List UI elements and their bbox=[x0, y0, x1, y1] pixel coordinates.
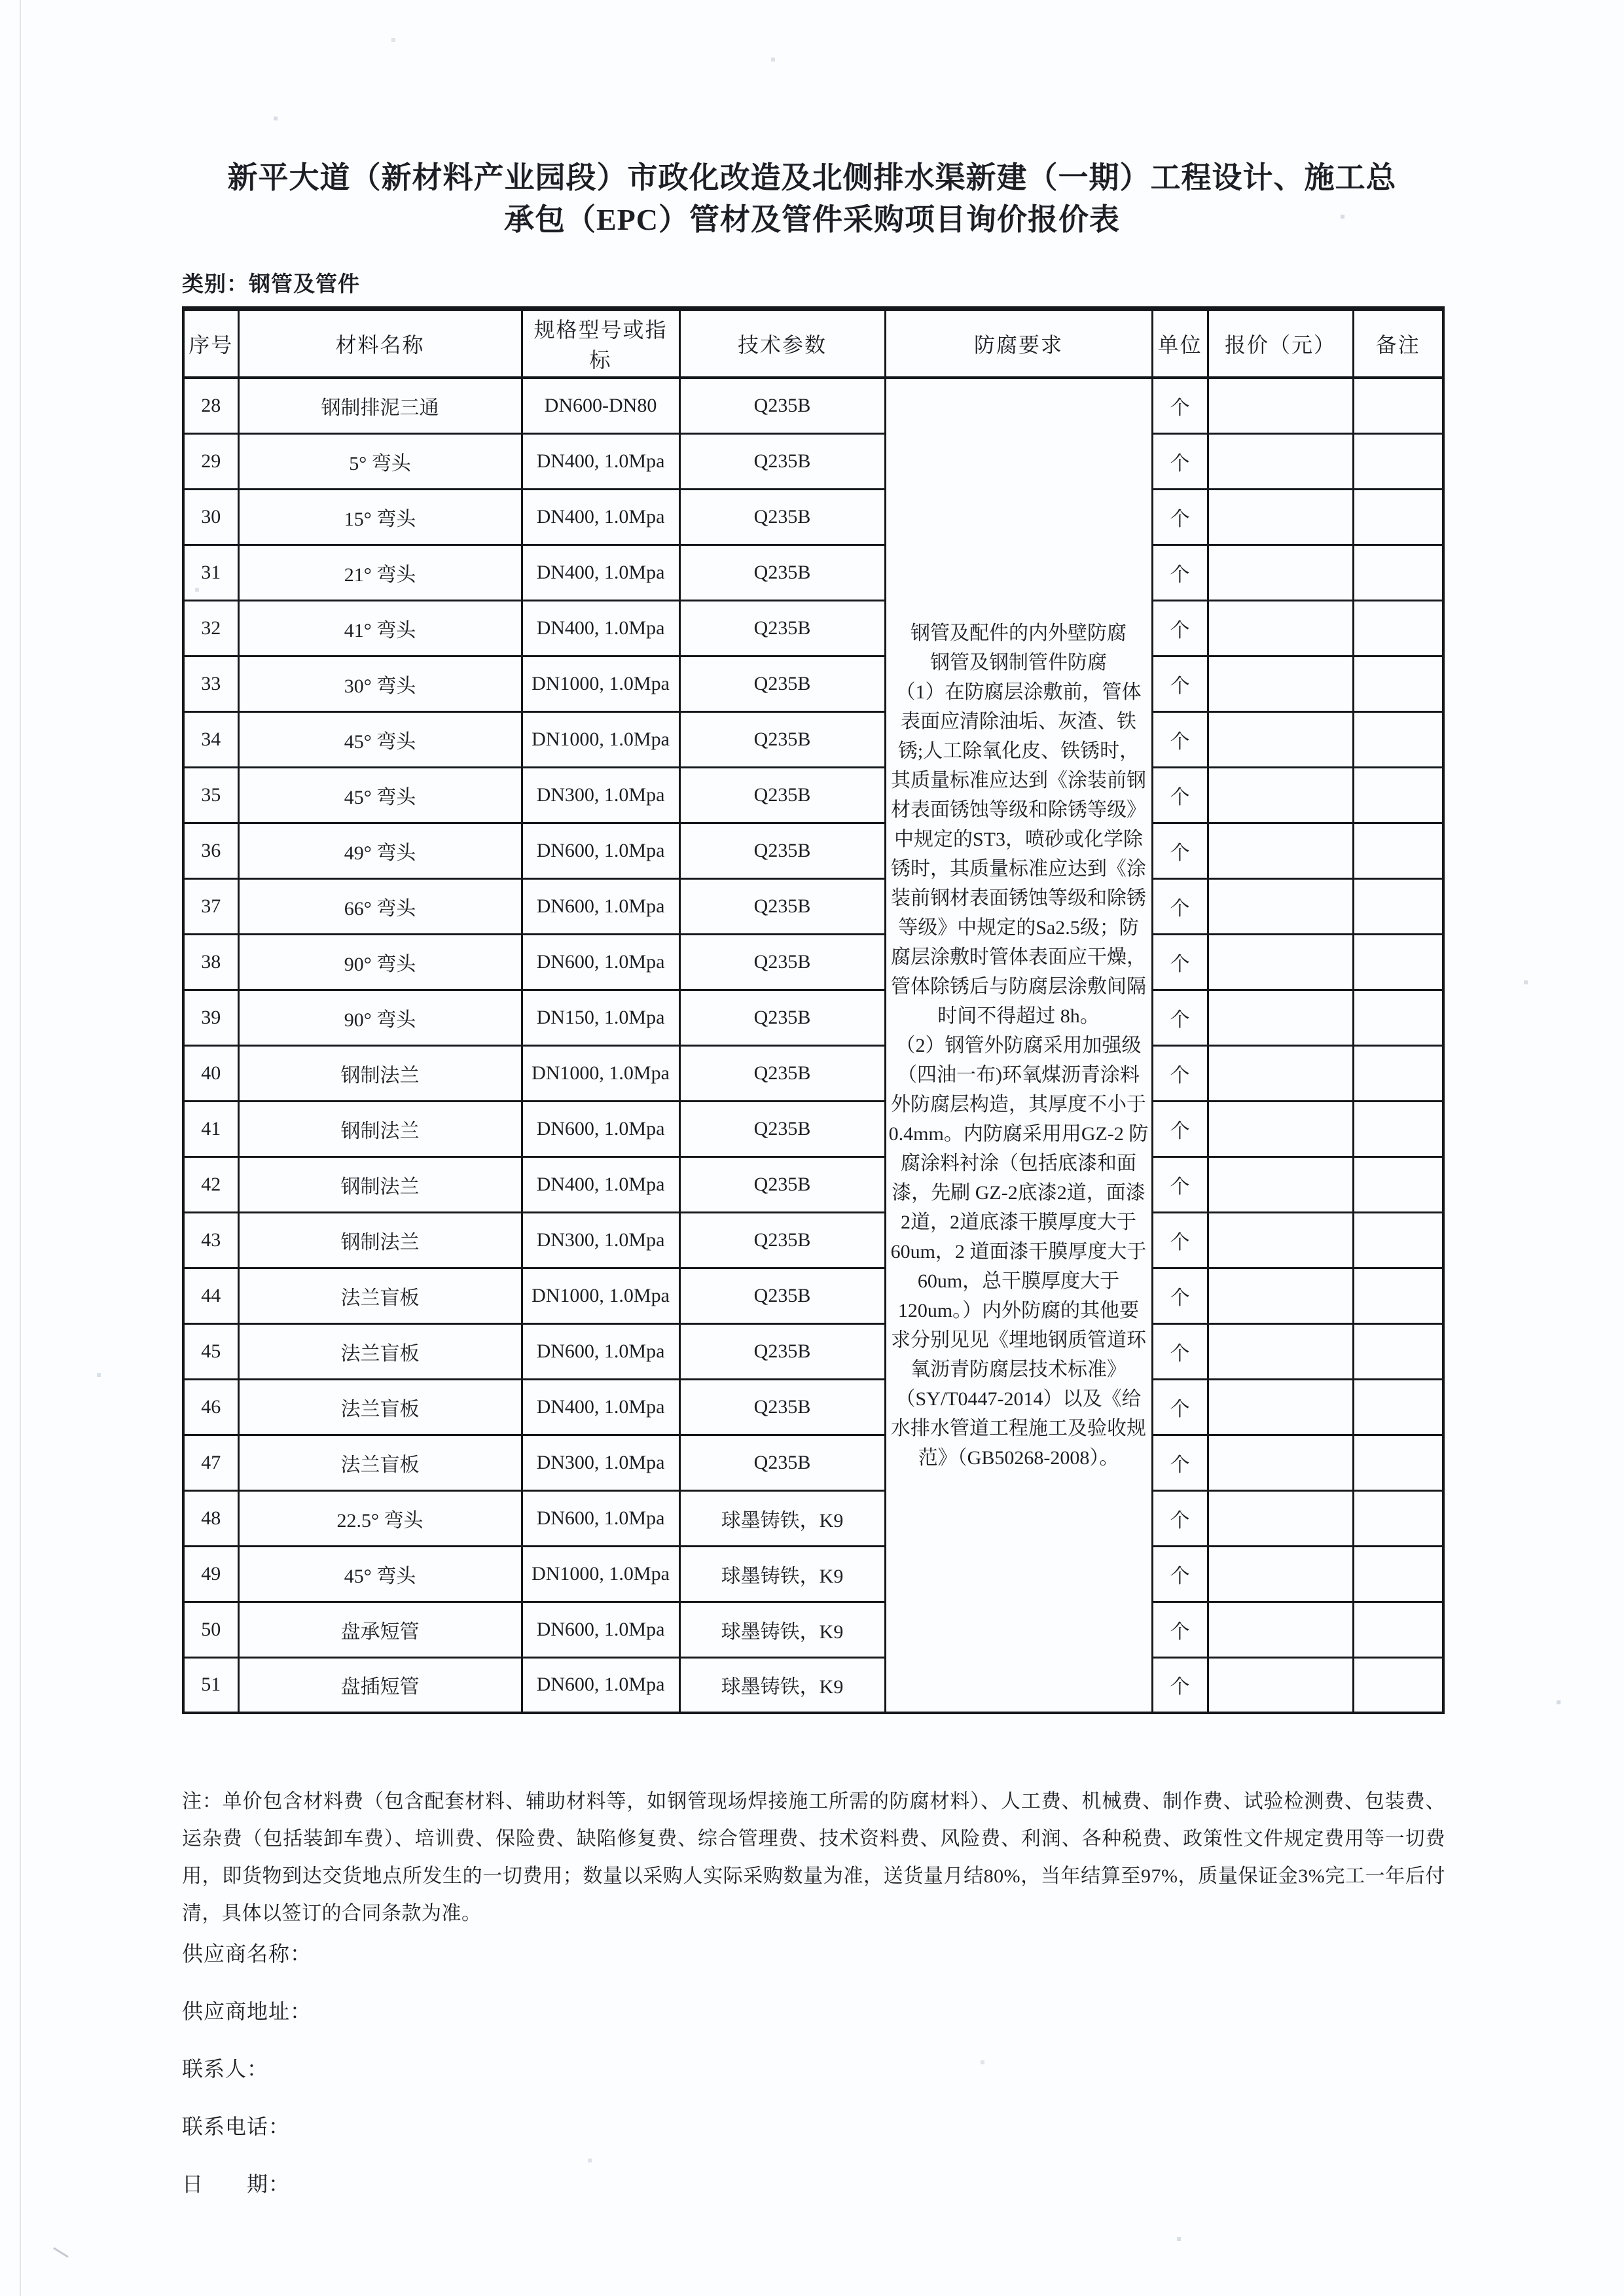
row-tech-param: Q235B bbox=[679, 1157, 885, 1212]
row-price bbox=[1208, 1602, 1353, 1657]
row-material-name: 盘插短管 bbox=[238, 1657, 522, 1713]
row-tech-param: Q235B bbox=[679, 600, 885, 656]
scan-corner-mark bbox=[53, 2247, 69, 2257]
row-seq: 36 bbox=[183, 823, 238, 878]
row-unit: 个 bbox=[1152, 600, 1208, 656]
row-spec: DN1000, 1.0Mpa bbox=[522, 711, 679, 767]
row-price bbox=[1208, 600, 1353, 656]
row-remark bbox=[1353, 934, 1443, 990]
row-remark bbox=[1353, 378, 1443, 433]
row-tech-param: Q235B bbox=[679, 1435, 885, 1490]
row-seq: 41 bbox=[183, 1101, 238, 1157]
row-material-name: 15° 弯头 bbox=[238, 489, 522, 545]
row-tech-param: Q235B bbox=[679, 1212, 885, 1268]
row-unit: 个 bbox=[1152, 1435, 1208, 1490]
row-price bbox=[1208, 1490, 1353, 1546]
row-spec: DN400, 1.0Mpa bbox=[522, 1379, 679, 1435]
row-remark bbox=[1353, 1490, 1443, 1546]
header-price: 报价（元） bbox=[1208, 309, 1353, 378]
row-price bbox=[1208, 823, 1353, 878]
row-remark bbox=[1353, 823, 1443, 878]
row-price bbox=[1208, 545, 1353, 600]
row-remark bbox=[1353, 1379, 1443, 1435]
row-remark bbox=[1353, 1045, 1443, 1101]
row-spec: DN600, 1.0Mpa bbox=[522, 878, 679, 934]
table-row bbox=[183, 600, 1443, 656]
row-remark bbox=[1353, 1323, 1443, 1379]
anticorrosion-paragraph: （1）在防腐层涂敷前，管体表面应清除油垢、灰渣、铁锈;人工除氧化皮、铁锈时，其质量标准应达到《涂装前钢材表面锈蚀等级和除锈等级》中规定的ST3，喷砂或化学除锈时，其质量标准应达到《涂装前钢材表面锈蚀等级和除锈等级》中规定的Sa2.5级；防腐层涂敷时管体表面应干燥，管体除锈后与防腐层涂敷间隔时间不得超过 8h。 bbox=[891, 681, 1146, 1027]
row-material-name: 法兰盲板 bbox=[238, 1268, 522, 1323]
row-price bbox=[1208, 1657, 1353, 1713]
table-row bbox=[183, 1045, 1443, 1101]
table-row bbox=[183, 489, 1443, 545]
header-tech-params: 技术参数 bbox=[679, 309, 885, 378]
row-tech-param: Q235B bbox=[679, 489, 885, 545]
row-seq: 32 bbox=[183, 600, 238, 656]
table-row bbox=[183, 767, 1443, 823]
header-remark: 备注 bbox=[1353, 309, 1443, 378]
row-tech-param: Q235B bbox=[679, 1101, 885, 1157]
anticorrosion-heading: 钢管及配件的内外壁防腐 bbox=[911, 622, 1127, 644]
row-price bbox=[1208, 1157, 1353, 1212]
row-seq: 46 bbox=[183, 1379, 238, 1435]
row-tech-param: Q235B bbox=[679, 878, 885, 934]
row-unit: 个 bbox=[1152, 1490, 1208, 1546]
row-remark bbox=[1353, 1212, 1443, 1268]
table-row bbox=[183, 990, 1443, 1045]
row-material-name: 30° 弯头 bbox=[238, 656, 522, 711]
row-unit: 个 bbox=[1152, 1268, 1208, 1323]
row-unit: 个 bbox=[1152, 711, 1208, 767]
row-price bbox=[1208, 1323, 1353, 1379]
row-tech-param: Q235B bbox=[679, 711, 885, 767]
row-unit: 个 bbox=[1152, 878, 1208, 934]
row-unit: 个 bbox=[1152, 990, 1208, 1045]
row-price bbox=[1208, 1379, 1353, 1435]
page-title: 新平大道（新材料产业园段）市政化改造及北侧排水渠新建（一期）工程设计、施工总承包（EPC）管材及管件采购项目询价报价表 bbox=[227, 161, 1397, 236]
table-row bbox=[183, 1546, 1443, 1602]
row-seq: 31 bbox=[183, 545, 238, 600]
scan-noise bbox=[0, 0, 1, 1]
row-seq: 34 bbox=[183, 711, 238, 767]
row-spec: DN400, 1.0Mpa bbox=[522, 1157, 679, 1212]
table-row bbox=[183, 1212, 1443, 1268]
row-price bbox=[1208, 878, 1353, 934]
row-material-name: 22.5° 弯头 bbox=[238, 1490, 522, 1546]
row-unit: 个 bbox=[1152, 1379, 1208, 1435]
row-seq: 48 bbox=[183, 1490, 238, 1546]
supplier-address-label: 供应商地址： bbox=[182, 2000, 312, 2023]
row-unit: 个 bbox=[1152, 934, 1208, 990]
header-seq-number: 序号 bbox=[183, 309, 238, 378]
row-spec: DN600, 1.0Mpa bbox=[522, 1490, 679, 1546]
row-seq: 44 bbox=[183, 1268, 238, 1323]
row-spec: DN1000, 1.0Mpa bbox=[522, 1268, 679, 1323]
row-price bbox=[1208, 433, 1353, 489]
table-row bbox=[183, 1602, 1443, 1657]
row-price bbox=[1208, 990, 1353, 1045]
row-material-name: 41° 弯头 bbox=[238, 600, 522, 656]
row-tech-param: Q235B bbox=[679, 934, 885, 990]
row-material-name: 49° 弯头 bbox=[238, 823, 522, 878]
row-price bbox=[1208, 656, 1353, 711]
row-material-name: 盘承短管 bbox=[238, 1602, 522, 1657]
row-spec: DN600-DN80 bbox=[522, 378, 679, 433]
table-row bbox=[183, 1657, 1443, 1713]
row-tech-param: Q235B bbox=[679, 1045, 885, 1101]
row-material-name: 45° 弯头 bbox=[238, 1546, 522, 1602]
row-remark bbox=[1353, 767, 1443, 823]
row-unit: 个 bbox=[1152, 1602, 1208, 1657]
row-seq: 29 bbox=[183, 433, 238, 489]
table-row bbox=[183, 1490, 1443, 1546]
category-label: 类别：钢管及管件 bbox=[182, 273, 360, 296]
row-remark bbox=[1353, 656, 1443, 711]
row-remark bbox=[1353, 545, 1443, 600]
date-label: 日 期： bbox=[182, 2172, 291, 2196]
row-unit: 个 bbox=[1152, 823, 1208, 878]
row-price bbox=[1208, 767, 1353, 823]
row-tech-param: Q235B bbox=[679, 990, 885, 1045]
row-material-name: 21° 弯头 bbox=[238, 545, 522, 600]
row-price bbox=[1208, 1101, 1353, 1157]
row-seq: 33 bbox=[183, 656, 238, 711]
row-price bbox=[1208, 1045, 1353, 1101]
row-price bbox=[1208, 1268, 1353, 1323]
row-seq: 42 bbox=[183, 1157, 238, 1212]
anticorrosion-heading: 钢管及钢制管件防腐 bbox=[930, 651, 1107, 673]
row-material-name: 法兰盲板 bbox=[238, 1435, 522, 1490]
supplier-name-label: 供应商名称： bbox=[182, 1942, 312, 1965]
row-spec: DN400, 1.0Mpa bbox=[522, 545, 679, 600]
row-material-name: 钢制法兰 bbox=[238, 1101, 522, 1157]
contact-person-label: 联系人： bbox=[182, 2057, 269, 2081]
row-material-name: 90° 弯头 bbox=[238, 934, 522, 990]
row-seq: 51 bbox=[183, 1657, 238, 1713]
row-seq: 45 bbox=[183, 1323, 238, 1379]
row-price bbox=[1208, 1435, 1353, 1490]
row-remark bbox=[1353, 878, 1443, 934]
row-spec: DN1000, 1.0Mpa bbox=[522, 1546, 679, 1602]
row-price bbox=[1208, 934, 1353, 990]
row-tech-param: Q235B bbox=[679, 545, 885, 600]
table-header bbox=[183, 309, 1443, 378]
row-remark bbox=[1353, 1435, 1443, 1490]
row-remark bbox=[1353, 1546, 1443, 1602]
row-seq: 49 bbox=[183, 1546, 238, 1602]
row-unit: 个 bbox=[1152, 545, 1208, 600]
row-tech-param: Q235B bbox=[679, 1323, 885, 1379]
table-row bbox=[183, 433, 1443, 489]
row-material-name: 钢制法兰 bbox=[238, 1157, 522, 1212]
row-remark bbox=[1353, 990, 1443, 1045]
table-body bbox=[183, 378, 1443, 1713]
price-quote-table bbox=[182, 306, 1445, 1714]
row-seq: 37 bbox=[183, 878, 238, 934]
row-seq: 50 bbox=[183, 1602, 238, 1657]
header-spec-model: 规格型号或指标 bbox=[522, 309, 679, 378]
row-unit: 个 bbox=[1152, 489, 1208, 545]
table-row bbox=[183, 934, 1443, 990]
row-price bbox=[1208, 489, 1353, 545]
row-unit: 个 bbox=[1152, 1212, 1208, 1268]
row-unit: 个 bbox=[1152, 1657, 1208, 1713]
row-unit: 个 bbox=[1152, 1101, 1208, 1157]
row-unit: 个 bbox=[1152, 1157, 1208, 1212]
row-seq: 28 bbox=[183, 378, 238, 433]
row-remark bbox=[1353, 600, 1443, 656]
row-unit: 个 bbox=[1152, 433, 1208, 489]
row-material-name: 钢制法兰 bbox=[238, 1045, 522, 1101]
row-material-name: 钢制排泥三通 bbox=[238, 378, 522, 433]
row-seq: 40 bbox=[183, 1045, 238, 1101]
row-price bbox=[1208, 711, 1353, 767]
row-material-name: 45° 弯头 bbox=[238, 711, 522, 767]
row-unit: 个 bbox=[1152, 378, 1208, 433]
header-material-name: 材料名称 bbox=[238, 309, 522, 378]
table-row bbox=[183, 1323, 1443, 1379]
row-tech-param: 球墨铸铁，K9 bbox=[679, 1657, 885, 1713]
anticorrosion-requirements-cell bbox=[885, 378, 1152, 1713]
row-spec: DN600, 1.0Mpa bbox=[522, 823, 679, 878]
row-spec: DN600, 1.0Mpa bbox=[522, 1602, 679, 1657]
row-remark bbox=[1353, 1157, 1443, 1212]
row-spec: DN1000, 1.0Mpa bbox=[522, 1045, 679, 1101]
row-remark bbox=[1353, 1657, 1443, 1713]
row-remark bbox=[1353, 1101, 1443, 1157]
row-remark bbox=[1353, 1602, 1443, 1657]
row-seq: 38 bbox=[183, 934, 238, 990]
row-spec: DN600, 1.0Mpa bbox=[522, 1323, 679, 1379]
row-spec: DN1000, 1.0Mpa bbox=[522, 656, 679, 711]
row-spec: DN400, 1.0Mpa bbox=[522, 433, 679, 489]
contact-phone-label: 联系电话： bbox=[182, 2115, 291, 2138]
row-material-name: 法兰盲板 bbox=[238, 1323, 522, 1379]
row-material-name: 5° 弯头 bbox=[238, 433, 522, 489]
anticorrosion-paragraph: （2）钢管外防腐采用加强级（四油一布)环氧煤沥青涂料外防腐层构造，其厚度不小于0.4mm。内防腐采用用GZ-2 防腐涂料衬涂（包括底漆和面漆，先刷 GZ-2底漆2道，面漆2道，2道底漆干膜厚度大于 60um，2 道面漆干膜厚度大于 60um，总干膜厚度大于120um。）内外防腐的其他要求分别见见《埋地钢质管道环氧沥青防腐层技术标准》（SY/T0447-2014）以及《给水排水管道工程施工及验收规范》（GB50268-2008）。 bbox=[888, 1034, 1149, 1469]
table-row bbox=[183, 656, 1443, 711]
table-row bbox=[183, 1435, 1443, 1490]
row-material-name: 66° 弯头 bbox=[238, 878, 522, 934]
row-tech-param: Q235B bbox=[679, 767, 885, 823]
row-seq: 35 bbox=[183, 767, 238, 823]
row-material-name: 90° 弯头 bbox=[238, 990, 522, 1045]
row-unit: 个 bbox=[1152, 767, 1208, 823]
note-text: 注：单价包含材料费（包含配套材料、辅助材料等，如钢管现场焊接施工所需的防腐材料）、人工费、机械费、制作费、试验检测费、包装费、运杂费（包括装卸车费）、培训费、保险费、缺陷修复费、综合管理费、技术资料费、风险费、利润、各种税费、政策性文件规定费用等一切费用，即货物到达交货地点所发生的一切费用；数量以采购人实际采购数量为准，送货量月结80%，当年结算至97%，质量保证金3%完工一年后付清，具体以签订的合同条款为准。 bbox=[182, 1791, 1445, 1924]
row-spec: DN600, 1.0Mpa bbox=[522, 1101, 679, 1157]
row-material-name: 45° 弯头 bbox=[238, 767, 522, 823]
row-remark bbox=[1353, 489, 1443, 545]
row-tech-param: 球墨铸铁，K9 bbox=[679, 1602, 885, 1657]
row-seq: 43 bbox=[183, 1212, 238, 1268]
row-seq: 47 bbox=[183, 1435, 238, 1490]
row-remark bbox=[1353, 711, 1443, 767]
table-row bbox=[183, 823, 1443, 878]
table-row bbox=[183, 1379, 1443, 1435]
row-spec: DN600, 1.0Mpa bbox=[522, 1657, 679, 1713]
row-unit: 个 bbox=[1152, 1045, 1208, 1101]
row-material-name: 钢制法兰 bbox=[238, 1212, 522, 1268]
row-seq: 39 bbox=[183, 990, 238, 1045]
row-price bbox=[1208, 1546, 1353, 1602]
row-unit: 个 bbox=[1152, 656, 1208, 711]
scan-edge-line bbox=[20, 0, 21, 2296]
row-spec: DN400, 1.0Mpa bbox=[522, 600, 679, 656]
table-row bbox=[183, 1268, 1443, 1323]
header-unit: 单位 bbox=[1152, 309, 1208, 378]
row-price bbox=[1208, 1212, 1353, 1268]
row-tech-param: 球墨铸铁，K9 bbox=[679, 1546, 885, 1602]
row-spec: DN600, 1.0Mpa bbox=[522, 934, 679, 990]
row-unit: 个 bbox=[1152, 1546, 1208, 1602]
table-row bbox=[183, 711, 1443, 767]
row-spec: DN150, 1.0Mpa bbox=[522, 990, 679, 1045]
row-spec: DN400, 1.0Mpa bbox=[522, 489, 679, 545]
row-unit: 个 bbox=[1152, 1323, 1208, 1379]
row-material-name: 法兰盲板 bbox=[238, 1379, 522, 1435]
row-tech-param: Q235B bbox=[679, 433, 885, 489]
table-row bbox=[183, 878, 1443, 934]
row-tech-param: Q235B bbox=[679, 823, 885, 878]
row-tech-param: Q235B bbox=[679, 378, 885, 433]
row-remark bbox=[1353, 1268, 1443, 1323]
row-tech-param: 球墨铸铁，K9 bbox=[679, 1490, 885, 1546]
table-row bbox=[183, 1101, 1443, 1157]
header-row bbox=[183, 309, 1443, 378]
row-seq: 30 bbox=[183, 489, 238, 545]
table-row bbox=[183, 545, 1443, 600]
row-remark bbox=[1353, 433, 1443, 489]
table-row bbox=[183, 1157, 1443, 1212]
row-tech-param: Q235B bbox=[679, 1268, 885, 1323]
row-tech-param: Q235B bbox=[679, 1379, 885, 1435]
header-anticorrosion: 防腐要求 bbox=[885, 309, 1152, 378]
row-spec: DN300, 1.0Mpa bbox=[522, 767, 679, 823]
row-tech-param: Q235B bbox=[679, 656, 885, 711]
row-price bbox=[1208, 378, 1353, 433]
table-row bbox=[183, 378, 1443, 433]
row-spec: DN300, 1.0Mpa bbox=[522, 1435, 679, 1490]
row-spec: DN300, 1.0Mpa bbox=[522, 1212, 679, 1268]
